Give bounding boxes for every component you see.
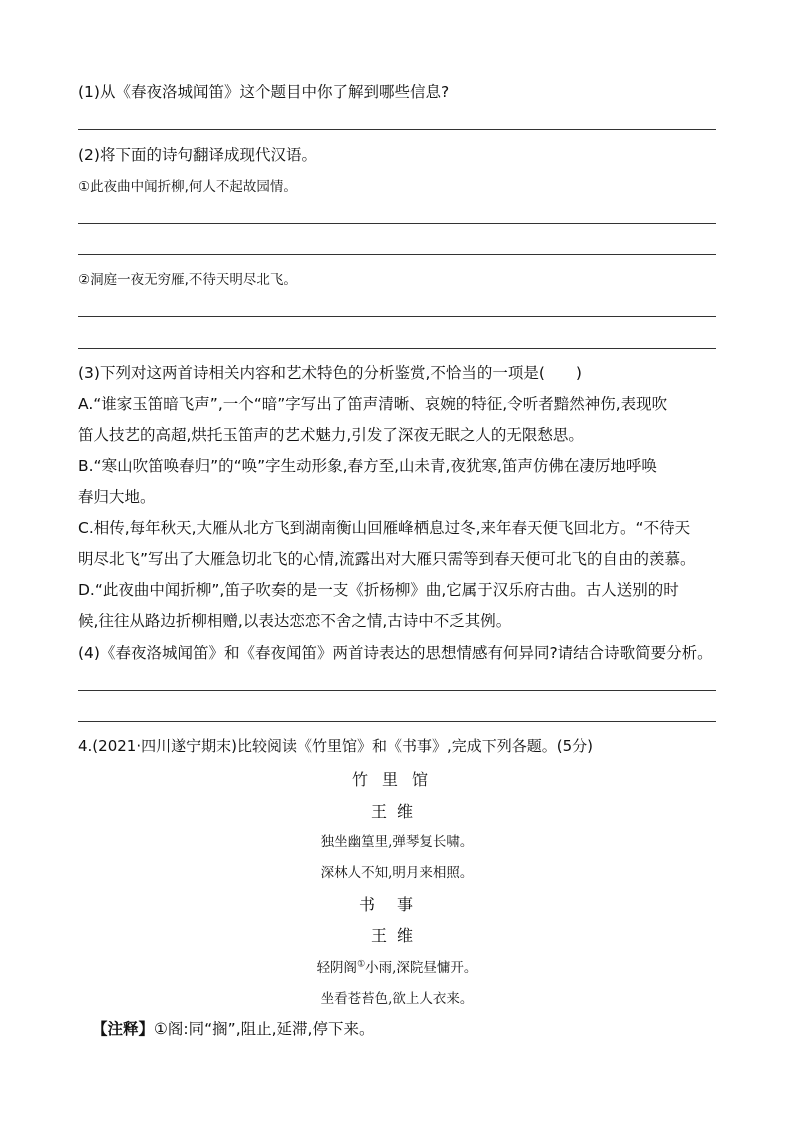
- annotation-text: ①阁:同“搁”,阻止,延滞,停下来。: [154, 1020, 375, 1038]
- option-d-line1: D.“此夜曲中闻折柳”,笛子吹奏的是一支《折杨柳》曲,它属于汉乐府古曲。古人送别的时: [78, 581, 679, 599]
- answer-line: [78, 348, 716, 349]
- answer-line: [78, 690, 716, 691]
- answer-line: [78, 721, 716, 722]
- option-a-line1: A.“谁家玉笛暗飞声”,一个“暗”字写出了笛声清晰、哀婉的特征,令听者黯然神伤,表现吹: [78, 395, 668, 413]
- poem-1-author: 王维: [370, 802, 423, 821]
- poem-2-line-1-start: 轻阴阁: [316, 960, 358, 976]
- poem-2-author: 王维: [370, 926, 423, 945]
- poem-2-title: 书事: [358, 895, 435, 914]
- question-1: (1)从《春夜洛城闻笛》这个题目中你了解到哪些信息?: [78, 83, 450, 101]
- poem-2-line-2: 坐看苍苔色,欲上人衣来。: [320, 991, 474, 1007]
- answer-line: [78, 129, 716, 130]
- poem-1-line-2: 深林人不知,明月来相照。: [320, 865, 474, 881]
- poem-1-title: 竹里馆: [351, 770, 442, 789]
- answer-line: [78, 223, 716, 224]
- question-2: (2)将下面的诗句翻译成现代汉语。: [78, 146, 317, 164]
- verse-to-translate-1: ①此夜曲中闻折柳,何人不起故园情。: [78, 179, 297, 195]
- poem-1-line-1: 独坐幽篁里,弹琴复长啸。: [320, 834, 474, 850]
- question-3: (3)下列对这两首诗相关内容和艺术特色的分析鉴赏,不恰当的一项是( ): [78, 364, 582, 382]
- option-c-line1: C.相传,每年秋天,大雁从北方飞到湖南衡山回雁峰栖息过冬,来年春天便飞回北方。“不待天: [78, 519, 691, 537]
- verse-to-translate-2: ②洞庭一夜无穷雁,不待天明尽北飞。: [78, 272, 297, 288]
- option-b-line1: B.“寒山吹笛唤春归”的“唤”字生动形象,春方至,山未青,夜犹寒,笛声仿佛在凄厉地呼唤: [78, 457, 657, 475]
- option-a-line2: 笛人技艺的高超,烘托玉笛声的艺术魅力,引发了深夜无眠之人的无限愁思。: [78, 426, 584, 444]
- answer-line: [78, 316, 716, 317]
- annotation-label: 【注释】: [92, 1020, 155, 1038]
- question-4: (4)《春夜洛城闻笛》和《春夜闻笛》两首诗表达的思想情感有何异同?请结合诗歌简要分析。: [78, 644, 713, 662]
- annotation: [92, 1019, 374, 1039]
- option-b-line2: 春归大地。: [78, 488, 156, 506]
- option-d-line2: 候,往往从路边折柳相赠,以表达恋恋不舍之情,古诗中不乏其例。: [78, 612, 512, 630]
- footnote-marker: ①: [357, 959, 366, 970]
- poem-2-line-1: [0, 956, 794, 976]
- poem-2-line-1-end: 小雨,深院昼慵开。: [365, 960, 478, 976]
- item-4-heading: 4.(2021·四川遂宁期末)比较阅读《竹里馆》和《书事》,完成下列各题。(5分): [78, 737, 593, 755]
- option-c-line2: 明尽北飞”写出了大雁急切北飞的心情,流露出对大雁只需等到春天便可北飞的自由的羡慕。: [78, 550, 696, 568]
- answer-line: [78, 254, 716, 255]
